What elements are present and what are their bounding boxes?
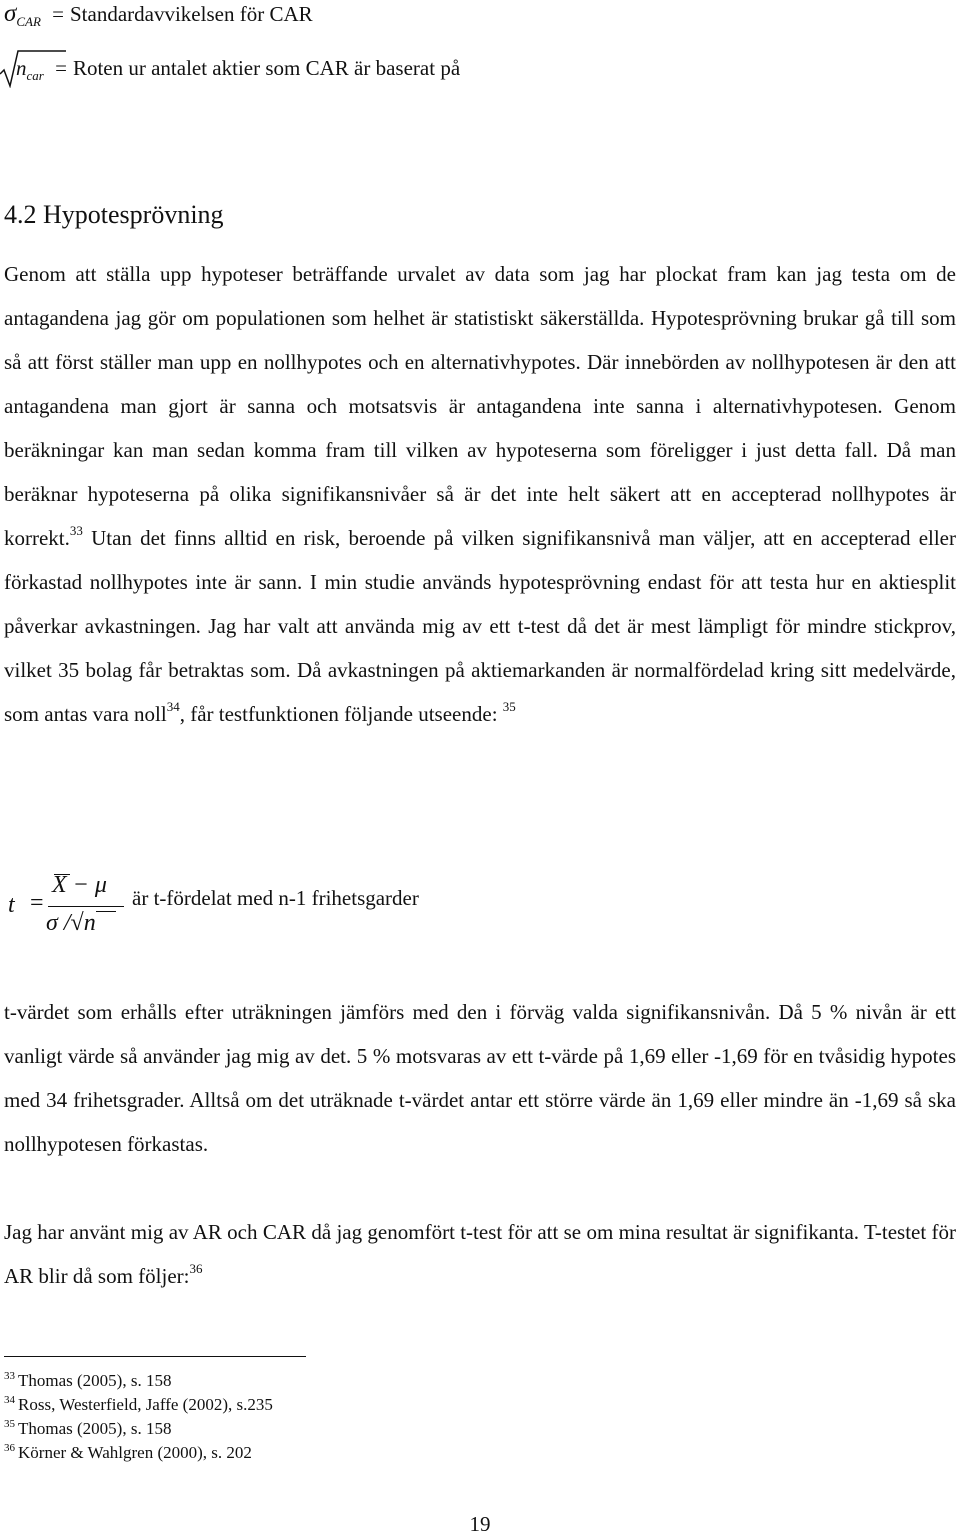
footnote-separator	[4, 1356, 306, 1357]
footnote-ref-36: 36	[189, 1261, 203, 1276]
definition-sigma-car	[4, 0, 313, 30]
footnote-ref-35: 35	[502, 699, 516, 714]
footnote-text: Thomas (2005), s. 158	[18, 1371, 172, 1390]
footnote	[4, 1393, 273, 1417]
paragraph-text: Jag har använt mig av AR och CAR då jag genomfört t-test för att se om mina resultat är signifikanta. T-testet för AR blir då som följer:	[4, 1220, 956, 1288]
formula-denominator	[46, 910, 96, 937]
formula-t: t	[8, 892, 15, 918]
formula-description: är t-fördelat med n-1 frihetsgarder	[132, 886, 419, 910]
definition-subscript: CAR	[16, 14, 41, 29]
footnote-ref-34: 34	[166, 699, 180, 714]
formula-root-bar	[96, 911, 116, 912]
footnote-number: 35	[4, 1418, 15, 1430]
definition-text: Roten ur antalet aktier som CAR är baserat på	[72, 56, 461, 80]
footnote	[4, 1369, 273, 1393]
footnote	[4, 1417, 273, 1441]
paragraph-text: Utan det finns alltid en risk, beroende på vilken signifikansnivå man väljer, att en accepterad eller förkastad nollhypotes inte är sann. I min studie används hypotesprövning endast för att testa hur en aktiesplit påverkar avkastningen. Jag har valt att använda mig av ett t-test då det är mest lämpligt för mindre stickprov, vilket 35 bolag får betraktas som. Då avkastningen på aktiemarkanden är normalfördelad kring sitt medelvärde, som antas vara noll	[4, 526, 956, 726]
formula-denominator-n: n	[83, 910, 96, 936]
formula-numerator: X − μ	[52, 872, 107, 898]
definition-equals: =	[55, 56, 67, 80]
square-root-expression	[4, 56, 44, 84]
paragraph-hypothesis-testing	[4, 252, 956, 736]
definition-text: Standardavvikelsen för CAR	[70, 2, 313, 26]
square-root-sign	[0, 48, 68, 88]
footnote	[4, 1441, 273, 1465]
footnote-ref-33: 33	[69, 523, 83, 538]
definition-symbol: n	[16, 56, 27, 80]
definition-symbol: σ	[4, 0, 17, 27]
footnote-number: 34	[4, 1394, 15, 1406]
definition-subscript: car	[26, 68, 44, 83]
section-heading: 4.2 Hypotesprövning	[4, 200, 224, 229]
square-root-icon: √	[70, 910, 84, 936]
paragraph-text: Genom att ställa upp hypoteser beträffande urvalet av data som jag har plockat fram kan jag testa om de antagandena jag gör om populationen som helhet är statistiskt säkerställda. Hypotesprövning brukar gå till som så att först ställer man upp en nollhypotes och en alternativhypotes. Där innebörden av nollhypotesen är den att antagandena man gjort är sanna och motsatsvis är antagandena inte sanna i alternativhypotesen. Genom beräkningar kan man sedan komma fram till vilken av hypoteserna som föreligger i just detta fall. Då man beräknar hypoteserna på olika signifikansnivåer så är det inte helt säkert att en accepterad nollhypotes är korrekt.	[4, 262, 956, 550]
footnote-text: Ross, Westerfield, Jaffe (2002), s.235	[18, 1395, 273, 1414]
footnote-number: 36	[4, 1442, 15, 1454]
paragraph-t-value: t-värdet som erhålls efter uträkningen jämförs med den i förväg valda signifikansnivån. Då 5 % nivån är ett vanligt värde så använder jag mig av det. 5 % motsvaras av ett t-värde på 1,69 eller -1,69 för en tvåsidig hypotes med 34 frihetsgrader. Alltså om det uträknade t-värdet antar ett större värde än 1,69 eller mindre än -1,69 så ska nollhypotesen förkastas.	[4, 1000, 956, 1156]
definition-root-n-car	[4, 56, 460, 84]
footnote-number: 33	[4, 1370, 15, 1382]
paragraph-ar-car	[4, 1210, 956, 1298]
footnote-text: Körner & Wahlgren (2000), s. 202	[18, 1443, 252, 1462]
paragraph-text: , får testfunktionen följande utseende:	[179, 702, 503, 726]
formula-equals: =	[30, 890, 44, 916]
t-test-formula	[4, 864, 604, 944]
formula-fraction-line	[48, 906, 124, 907]
footnotes	[4, 1369, 273, 1465]
formula-denominator-sigma: σ /	[46, 910, 71, 936]
footnote-text: Thomas (2005), s. 158	[18, 1419, 172, 1438]
page-number: 19	[469, 1512, 491, 1536]
definition-equals: =	[52, 2, 64, 26]
